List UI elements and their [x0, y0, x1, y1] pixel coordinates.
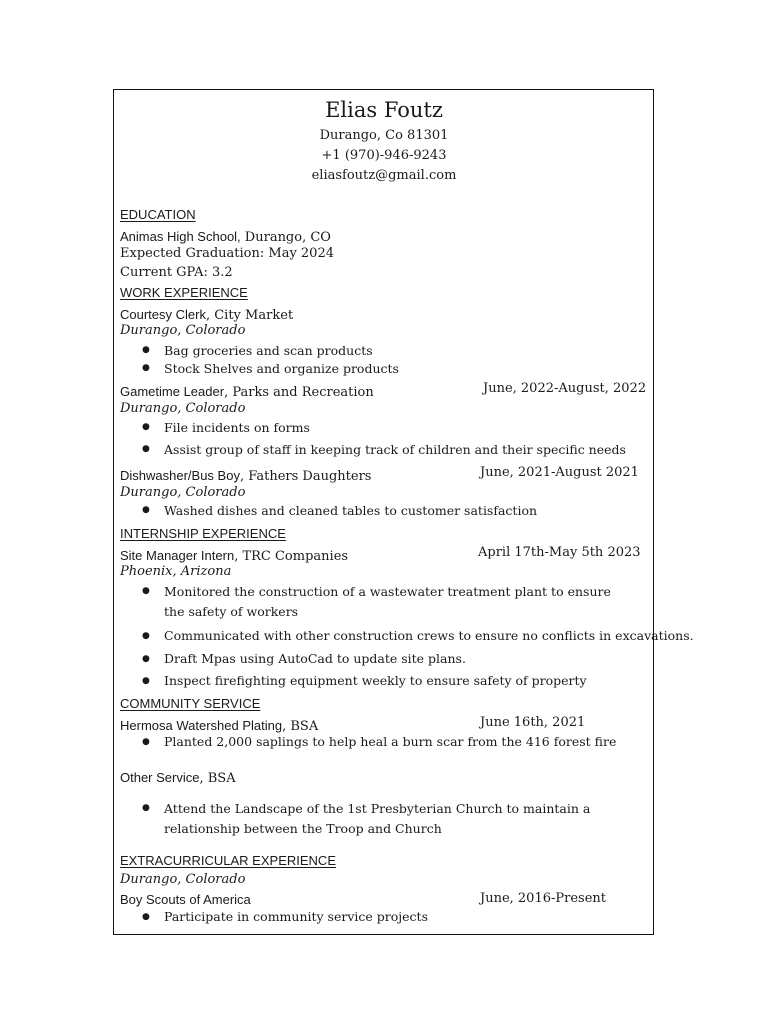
- extracurricular-heading: EXTRACURRICULAR EXPERIENCE: [120, 853, 336, 868]
- service-bullet: Planted 2,000 saplings to help heal a burn scar from the 416 forest fire: [164, 734, 617, 749]
- bullet-icon: ●: [142, 505, 150, 515]
- job-location: Durango, Colorado: [120, 401, 246, 416]
- service-title-line: [120, 715, 318, 734]
- internship-location: Phoenix, Arizona: [120, 564, 232, 579]
- school-name: Animas High School,: [120, 229, 241, 244]
- job-bullet: Stock Shelves and organize products: [164, 361, 399, 376]
- service-title: Hermosa Watershed Plating: [120, 718, 283, 733]
- job-bullet: Assist group of staff in keeping track of children and their specific needs: [164, 442, 626, 457]
- internship-bullet: Monitored the construction of a wastewater treatment plant to ensure the safety of workers: [164, 584, 611, 619]
- bullet-icon: ●: [142, 803, 150, 813]
- internship-date: April 17th-May 5th 2023: [478, 545, 641, 560]
- gpa: Current GPA: 3.2: [120, 265, 233, 280]
- service-date: June 16th, 2021: [480, 715, 586, 730]
- email: eliasfoutz@gmail.com: [311, 168, 457, 183]
- internship-org: , TRC Companies: [234, 549, 349, 564]
- job-location: Durango, Colorado: [120, 323, 246, 338]
- education-heading: EDUCATION: [120, 207, 196, 222]
- extracurricular-title: Boy Scouts of America: [120, 892, 251, 907]
- job-org: , City Market: [205, 308, 294, 323]
- internship-title-line: [120, 545, 348, 564]
- school-line: [120, 226, 331, 245]
- internship-title: Site Manager Intern: [120, 548, 235, 563]
- job-bullet: Bag groceries and scan products: [164, 343, 373, 358]
- school-location: Durango, CO: [240, 230, 331, 245]
- bullet-icon: ●: [142, 345, 150, 355]
- address: Durango, Co 81301: [319, 128, 449, 143]
- other-service-title: Other Service: [120, 770, 200, 785]
- service-org: , BSA: [282, 719, 319, 734]
- bullet-icon: ●: [142, 654, 150, 664]
- other-service-bullet: Attend the Landscape of the 1st Presbyterian Church to maintain a relationship between the Troop and Church: [164, 801, 591, 836]
- internship-bullet: Communicated with other construction crews to ensure no conflicts in excavations.: [164, 628, 694, 643]
- job-bullet: Washed dishes and cleaned tables to customer satisfaction: [164, 503, 538, 518]
- bullet-icon: ●: [142, 631, 150, 641]
- phone: +1 (970)-946-9243: [321, 148, 447, 163]
- bullet-icon: ●: [142, 912, 150, 922]
- job-org: , Parks and Recreation: [224, 385, 374, 400]
- job-org: , Fathers Daughters: [239, 469, 372, 484]
- internship-heading: INTERNSHIP EXPERIENCE: [120, 526, 286, 541]
- job-title-line: [120, 381, 374, 400]
- work-experience-heading: WORK EXPERIENCE: [120, 285, 248, 300]
- graduation-date: Expected Graduation: May 2024: [120, 246, 334, 261]
- job-title-line: [120, 465, 371, 484]
- bullet-icon: ●: [142, 676, 150, 686]
- extracurricular-date: June, 2016-Present: [480, 891, 607, 906]
- internship-bullet: Inspect firefighting equipment weekly to ensure safety of property: [164, 673, 587, 688]
- job-title-line: [120, 304, 293, 323]
- internship-bullet: Draft Mpas using AutoCad to update site plans.: [164, 651, 466, 666]
- bullet-icon: ●: [142, 444, 150, 454]
- job-title: Courtesy Clerk: [120, 307, 206, 322]
- other-service-org: , BSA: [199, 771, 236, 786]
- extracurricular-bullet: Participate in community service projects: [164, 909, 428, 924]
- job-bullet: File incidents on forms: [164, 420, 310, 435]
- job-title: Gametime Leader: [120, 384, 225, 399]
- bullet-icon: ●: [142, 586, 150, 596]
- extracurricular-location: Durango, Colorado: [120, 872, 246, 887]
- job-location: Durango, Colorado: [120, 485, 246, 500]
- other-service-title-line: [120, 767, 236, 786]
- candidate-name: Elias Foutz: [325, 98, 443, 122]
- bullet-icon: ●: [142, 737, 150, 747]
- job-title: Dishwasher/Bus Boy: [120, 468, 240, 483]
- community-service-heading: COMMUNITY SERVICE: [120, 696, 261, 711]
- job-date: June, 2021-August 2021: [480, 465, 639, 480]
- bullet-icon: ●: [142, 422, 150, 432]
- job-date: June, 2022-August, 2022: [483, 381, 647, 396]
- bullet-icon: ●: [142, 363, 150, 373]
